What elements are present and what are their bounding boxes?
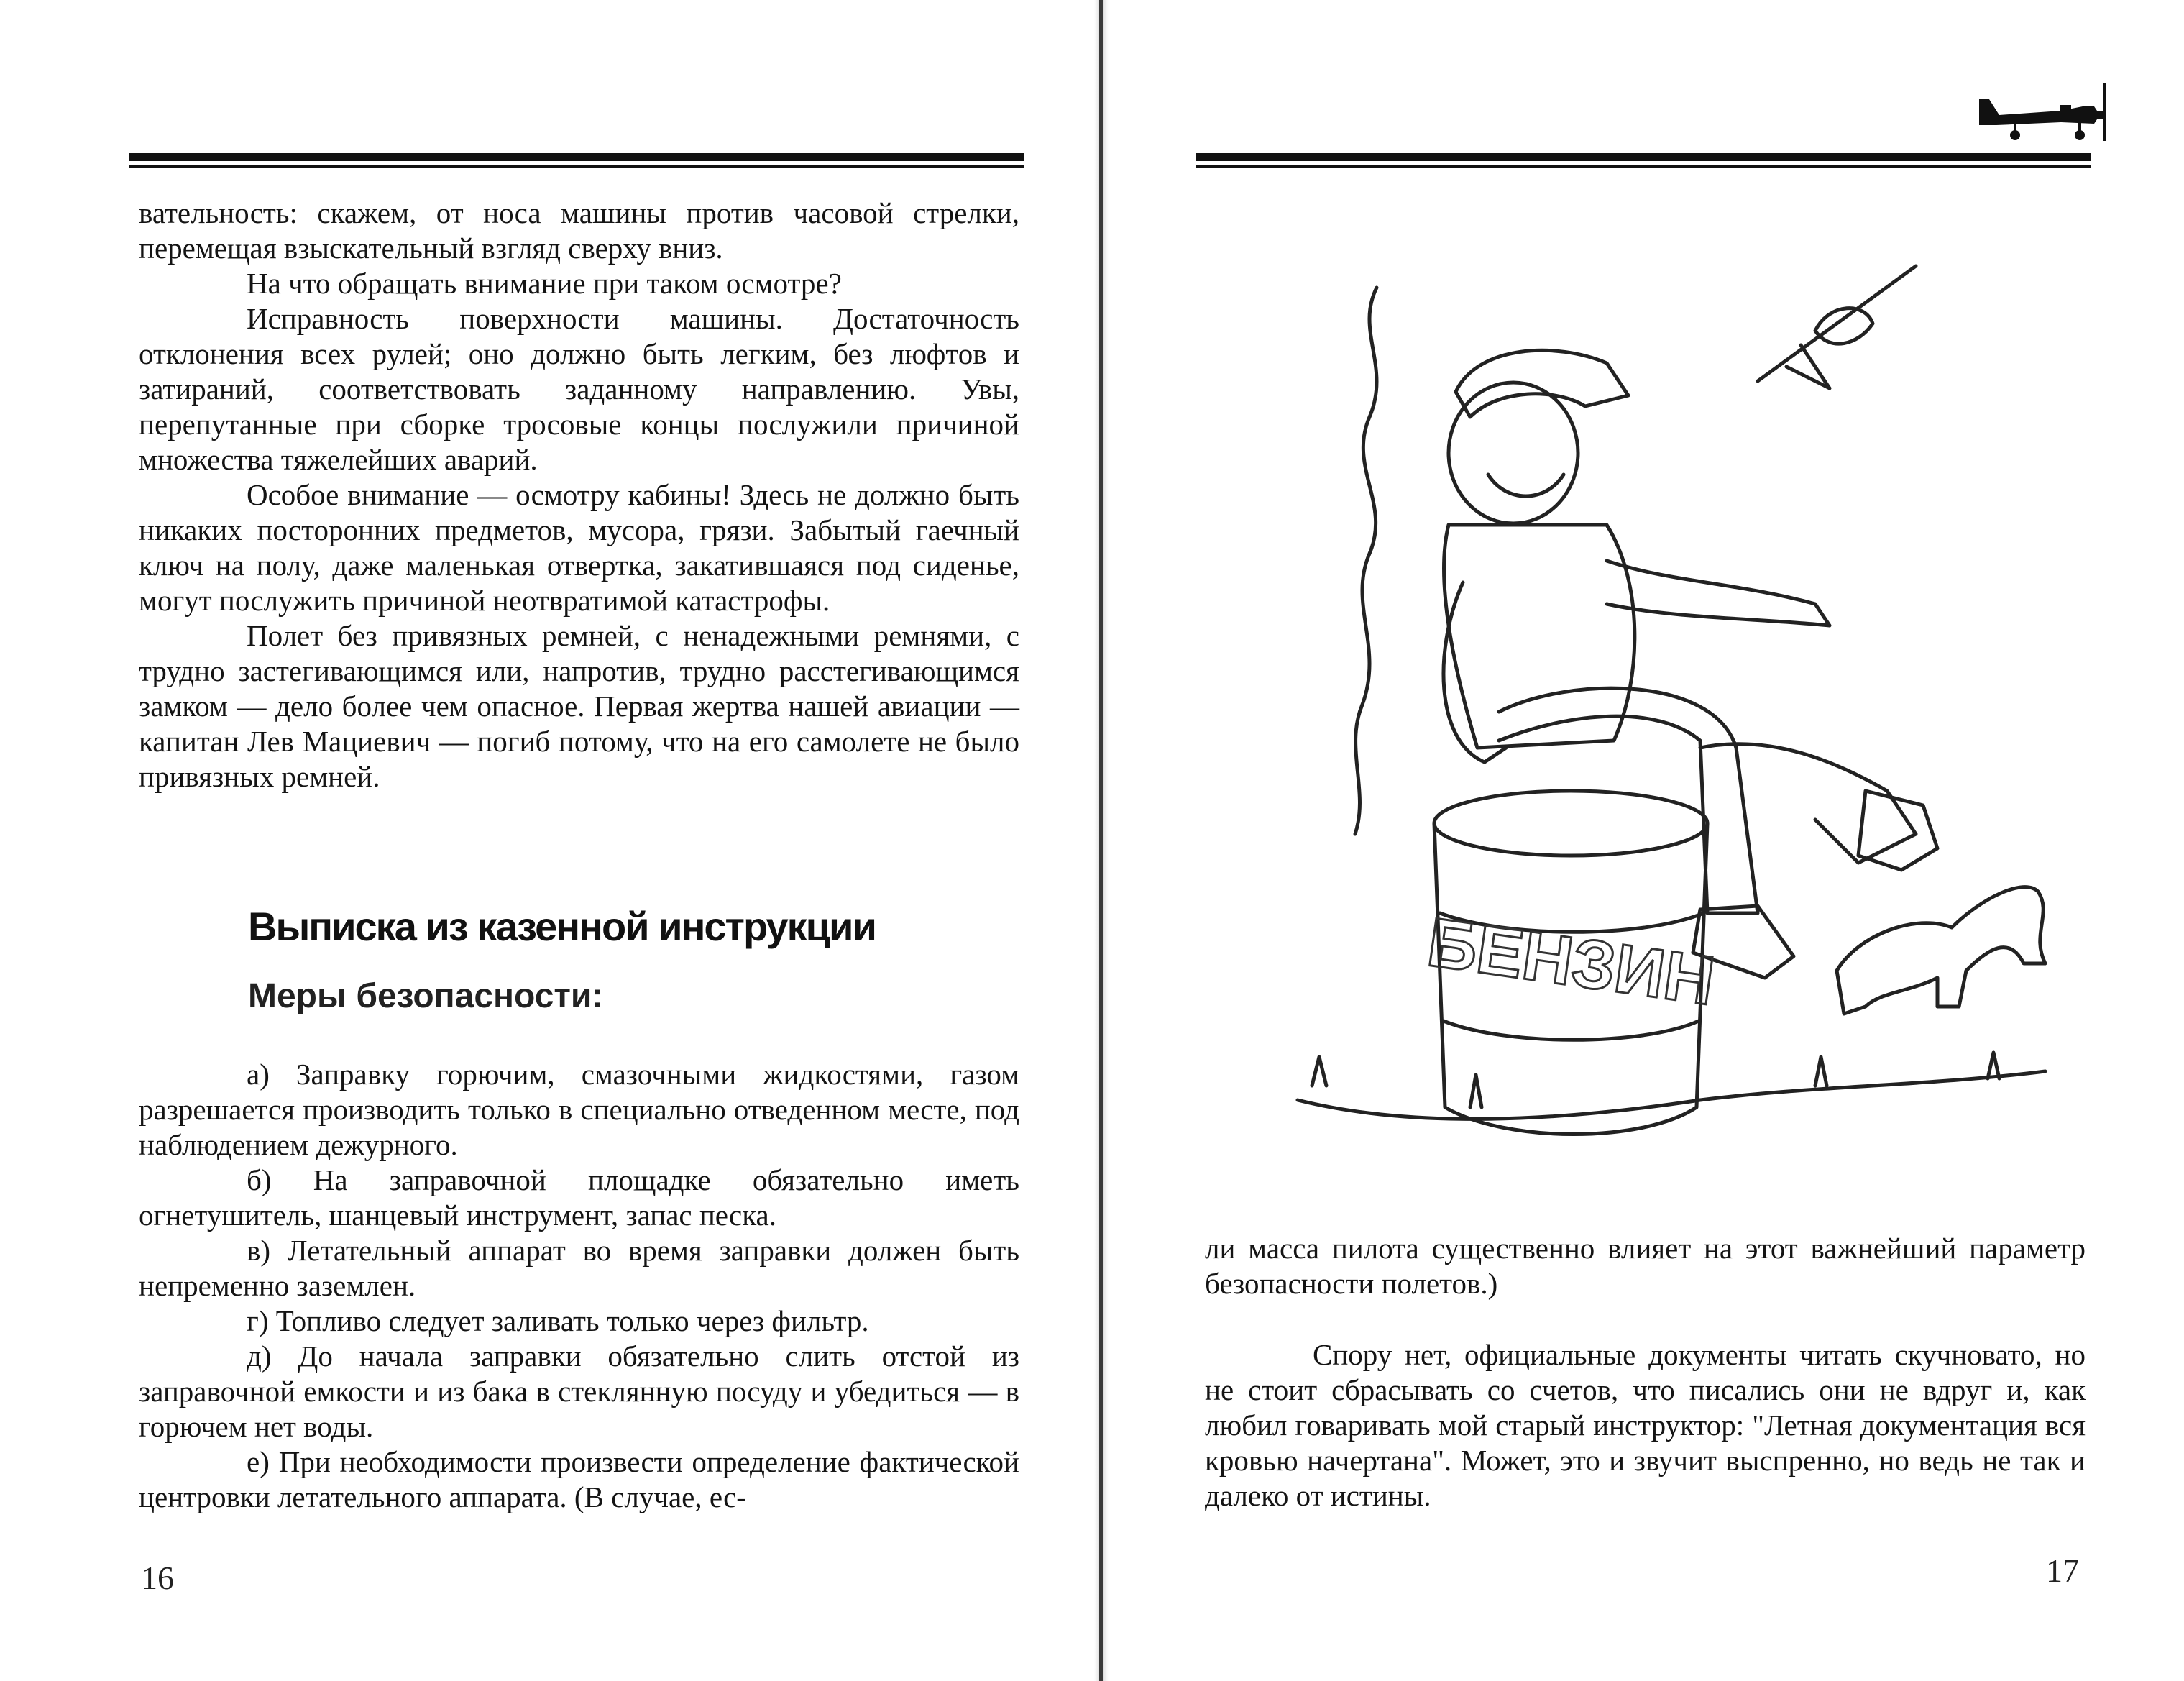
intro-text	[139, 196, 1019, 794]
right-page	[1104, 0, 2184, 1681]
header-rule	[129, 153, 1024, 161]
rule-item: е) При необходимости произвести определение фактической центровки летательного аппарата. (В случае, ес-	[139, 1445, 1019, 1513]
rule-item: г) Топливо следует заливать только через фильтр.	[247, 1304, 869, 1337]
section-subheading: Меры безопасности:	[248, 977, 604, 1015]
rule-item: д) До начала заправки обязательно слить отстой из заправочной емкости и из бака в стеклянную посуду и убедиться — в горючем нет воды.	[139, 1339, 1019, 1443]
airplane-icon	[1975, 78, 2111, 146]
rule-item: в) Летательный аппарат во время заправки должен быть непременно заземлен.	[139, 1234, 1019, 1302]
header-rule-thin	[1196, 165, 2091, 168]
page-number: 16	[141, 1559, 174, 1596]
paragraph: вательность: скажем, от носа машины против часовой стрелки, перемещая взыскательный взгляд сверху вниз.	[139, 196, 1019, 265]
section-heading: Выписка из казенной инструкции	[248, 904, 876, 949]
rules-list	[139, 1057, 1019, 1515]
continuation-text	[1205, 1231, 2086, 1301]
rule-item: б) На заправочной площадке обязательно иметь огнетушитель, шанцевый инструмент, запас песка.	[139, 1163, 1019, 1232]
paragraph: Полет без привязных ремней, с ненадежными ремнями, с трудно застегивающимся или, напротив, трудно расстегивающимся замком — дело более чем опасное. Первая жертва нашей авиации — капитан Лев Мациевич — погиб потому, что на его самолете не было привязных ремней.	[139, 619, 1019, 793]
rule-item: а) Заправку горючим, смазочными жидкостями, газом разрешается производить только в специально отведенном месте, под наблюдением дежурного.	[139, 1058, 1019, 1161]
header-rule	[1196, 153, 2091, 161]
paragraph: Исправность поверхности машины. Достаточность отклонения всех рулей; оно должно быть легким, без люфтов и затираний, соответствовать заданному направлению. Увы, перепутанные при сборке тросовые концы послужили причиной множества тяжелейших аварий.	[139, 302, 1019, 476]
closing-text	[1205, 1337, 2086, 1513]
paragraph: Особое внимание — осмотру кабины! Здесь не должно быть никаких посторонних предметов, мусора, грязи. Забытый гаечный ключ на полу, даже маленькая отвертка, закатившаяся под сиденье, могут послужить причиной неотвратимой катастрофы.	[139, 478, 1019, 617]
header-rule-thin	[129, 165, 1024, 168]
paragraph: ли масса пилота существенно влияет на этот важнейший параметр безопасности полетов.)	[1205, 1232, 2086, 1300]
paragraph: На что обращать внимание при таком осмотре?	[247, 267, 842, 300]
paragraph: Спору нет, официальные документы читать скучновато, но не стоит сбрасывать со счетов, что писались они не вдруг и, как любил говаривать мой старый инструктор: "Летная документация вся кровью начертана". Может, это и звучит выспренно, но ведь не так и далеко от истины.	[1205, 1338, 2086, 1512]
barrel-label: БЕНЗИН	[1423, 903, 1720, 1020]
illustration-pilot-on-barrel	[1269, 244, 2088, 1172]
page-number: 17	[2046, 1552, 2079, 1589]
